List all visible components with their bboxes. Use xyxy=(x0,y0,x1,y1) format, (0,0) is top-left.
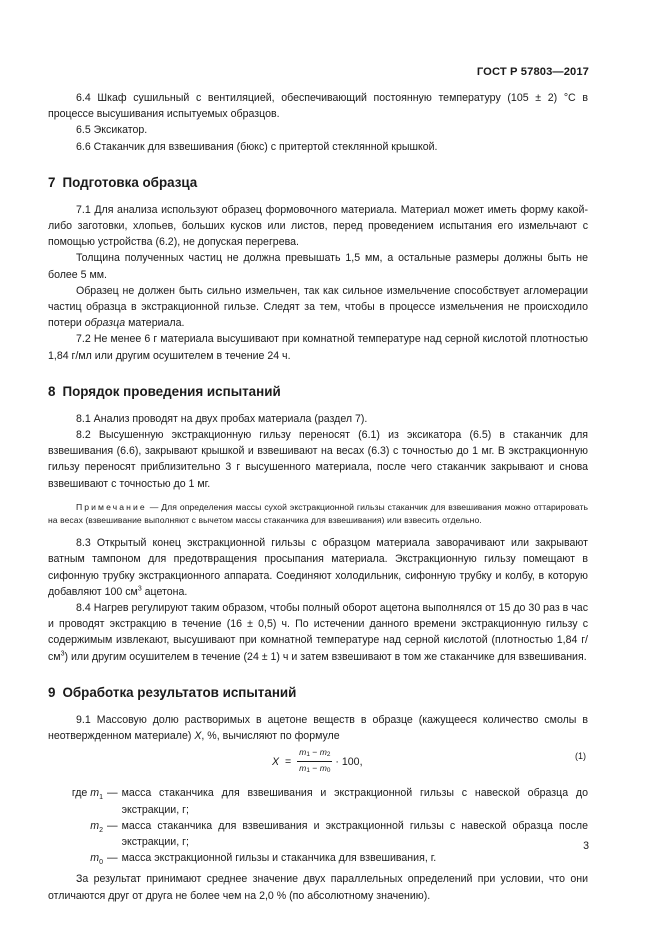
page-number: 3 xyxy=(583,840,589,852)
text-run: 9.1 Массовую долю растворимых в ацетоне веществ в образце (кажущееся количество смолы в неотвержденном материале) xyxy=(48,713,588,743)
paragraph-7-2: 7.2 Не менее 6 г материала высушивают при комнатной температуре над серной кислотой плотностью 1,84 г/мл или другим осушителем в течение 24 ч. xyxy=(48,333,588,362)
symbol: m xyxy=(90,819,100,832)
symbol: m xyxy=(90,852,100,865)
text-run: 8.4 Нагрев регулируют таким образом, чтобы полный оборот ацетона выполнялся от 15 до 30 раз в час и проводят экстракцию в течение (16 ± 0,5) ч. По истечении данного времени экстракционную гильзу с содержимым извлекают, высушивают при комнатной температуре над серной кислотой (плотностью 1,84 г/см xyxy=(48,602,588,663)
section-9-heading xyxy=(48,685,588,701)
note-block xyxy=(48,501,588,527)
superscript: 3 xyxy=(137,585,142,593)
formula-denominator xyxy=(297,762,332,776)
section-7-heading xyxy=(48,175,588,191)
definition-text: масса стаканчика для взвешивания и экстракционной гильзы с навеской образца до экстракции, г; xyxy=(121,787,588,816)
subscript: 1 xyxy=(99,794,103,802)
definition-row xyxy=(48,818,588,850)
formula-number: (1) xyxy=(575,751,586,762)
formula-fraction xyxy=(297,747,332,776)
definition-text: масса экстракционной гильзы и стаканчика для взвешивания, г. xyxy=(121,852,437,865)
text-run: ацетона. xyxy=(141,585,188,598)
section-8-number: 8 xyxy=(48,383,56,399)
section-7-title: Подготовка образца xyxy=(62,174,198,190)
subscript: 1 xyxy=(306,767,310,775)
paragraph-8-4 xyxy=(48,600,588,665)
variable-x: X xyxy=(194,730,202,743)
subscript: 1 xyxy=(306,751,310,759)
paragraph-9-1 xyxy=(48,712,588,744)
subscript: 2 xyxy=(326,751,331,759)
formula-equals: = xyxy=(282,755,295,768)
where-prefix: где xyxy=(71,787,91,800)
symbol: m xyxy=(299,747,307,758)
document-header-id: ГОСТ Р 57803—2017 xyxy=(476,66,589,78)
paragraph-9-1-result: За результат принимают среднее значение двух параллельных определений при условии, что они отличаются друг от друга не более чем на 2,0 % (по абсолютному значению). xyxy=(48,873,588,902)
superscript: 3 xyxy=(60,650,65,658)
formula-lhs: X xyxy=(272,755,280,768)
paragraph-8-2: 8.2 Высушенную экстракционную гильзу переносят (6.1) из эксикатора (6.5) в стаканчик для взвешивания (6.6), закрывают крышкой и взвешивают на весах (6.3) с точностью до 1 мг. В экстракционную гильзу переносят приблизительно 3 г высушенного материала, после чего стаканчик закрывают и снова взвешивают с точностью до 1 мг. xyxy=(48,429,588,490)
text-run: материала. xyxy=(125,317,185,330)
definition-row xyxy=(48,785,588,817)
paragraph-8-1: 8.1 Анализ проводят на двух пробах материала (раздел 7). xyxy=(76,412,368,425)
formula-expression xyxy=(272,747,363,776)
text-run: Образец не должен быть сильно измельчен, так как сильное измельчение способствует агломерации частиц образца в экстракционной гильзе. Следят за тем, чтобы в процессе измельчения не происходило потери xyxy=(48,284,588,330)
formula-1 xyxy=(48,745,588,781)
symbol: m xyxy=(90,787,100,800)
formula-tail: · 100, xyxy=(335,755,363,768)
paragraph-6-4: 6.4 Шкаф сушильный с вентиляцией, обеспечивающий постоянную температуру (105 ± 2) °С в процессе высушивания испытуемых образцов. xyxy=(48,92,588,121)
paragraph-7-1: 7.1 Для анализа используют образец формовочного материала. Материал может иметь форму какой-либо заготовки, хлопьев, больших кусков или листов, перед проведением испытания его измельчают с помощью устройства (6.2), не допуская перегрева. xyxy=(48,203,588,249)
note-text: — Для определения массы сухой экстракционной гильзы стаканчик для взвешивания можно оттарировать на весах (взвешивание выполняют с вычетом массы стаканчика для взвешивания) или взвесить отдельно. xyxy=(48,501,588,526)
text-run: ) или другим осушителем в течение (24 ± 1) ч и затем взвешивают в том же стаканчике для взвешивания. xyxy=(64,650,587,663)
paragraph-8-3 xyxy=(48,535,588,600)
definition-symbol xyxy=(48,818,103,839)
section-9-number: 9 xyxy=(48,684,56,700)
definition-symbol xyxy=(48,850,103,871)
section-8-heading xyxy=(48,384,588,400)
subscript: 0 xyxy=(99,859,103,867)
dash: — xyxy=(107,852,118,865)
note-label: Примечание xyxy=(76,501,147,512)
paragraph-7-1-grinding xyxy=(48,283,588,332)
operator: − xyxy=(309,763,320,774)
paragraph-7-1-thickness: Толщина полученных частиц не должна превышать 1,5 мм, а остальные размеры должны быть не более 5 мм. xyxy=(48,252,588,281)
formula-numerator xyxy=(297,747,332,762)
definition-symbol xyxy=(48,785,103,806)
definition-row xyxy=(48,850,588,871)
section-7-number: 7 xyxy=(48,174,56,190)
text-run: 8.3 Открытый конец экстракционной гильзы с образцом материала заворачивают или закрывают ватным тампоном для предотвращения просыпания материала. Экстракционную гильзу помещают в сифонную трубку экстракционного аппарата. Соединяют холодильник, сифонную трубку и колбу, в которую добавляют 100 см xyxy=(48,537,588,598)
paragraph-6-6: 6.6 Стаканчик для взвешивания (бюкс) с притертой стеклянной крышкой. xyxy=(76,140,438,153)
dash: — xyxy=(107,787,118,800)
symbol: m xyxy=(299,763,307,774)
definition-text: масса стаканчика для взвешивания и экстракционной гильзы с навеской образца после экстракции, г; xyxy=(121,819,588,848)
section-9-title: Обработка результатов испытаний xyxy=(62,684,297,700)
symbol: m xyxy=(319,763,327,774)
text-run-italic: образца xyxy=(84,317,126,330)
variable-definitions xyxy=(48,785,588,871)
document-body xyxy=(48,90,588,904)
subscript: 2 xyxy=(99,826,103,834)
paragraph-6-5: 6.5 Эксикатор. xyxy=(76,124,148,137)
subscript: 0 xyxy=(326,767,331,775)
symbol: m xyxy=(319,747,327,758)
dash: — xyxy=(107,819,118,832)
text-run: , %, вычисляют по формуле xyxy=(201,730,340,743)
section-8-title: Порядок проведения испытаний xyxy=(62,383,281,399)
operator: − xyxy=(309,747,320,758)
